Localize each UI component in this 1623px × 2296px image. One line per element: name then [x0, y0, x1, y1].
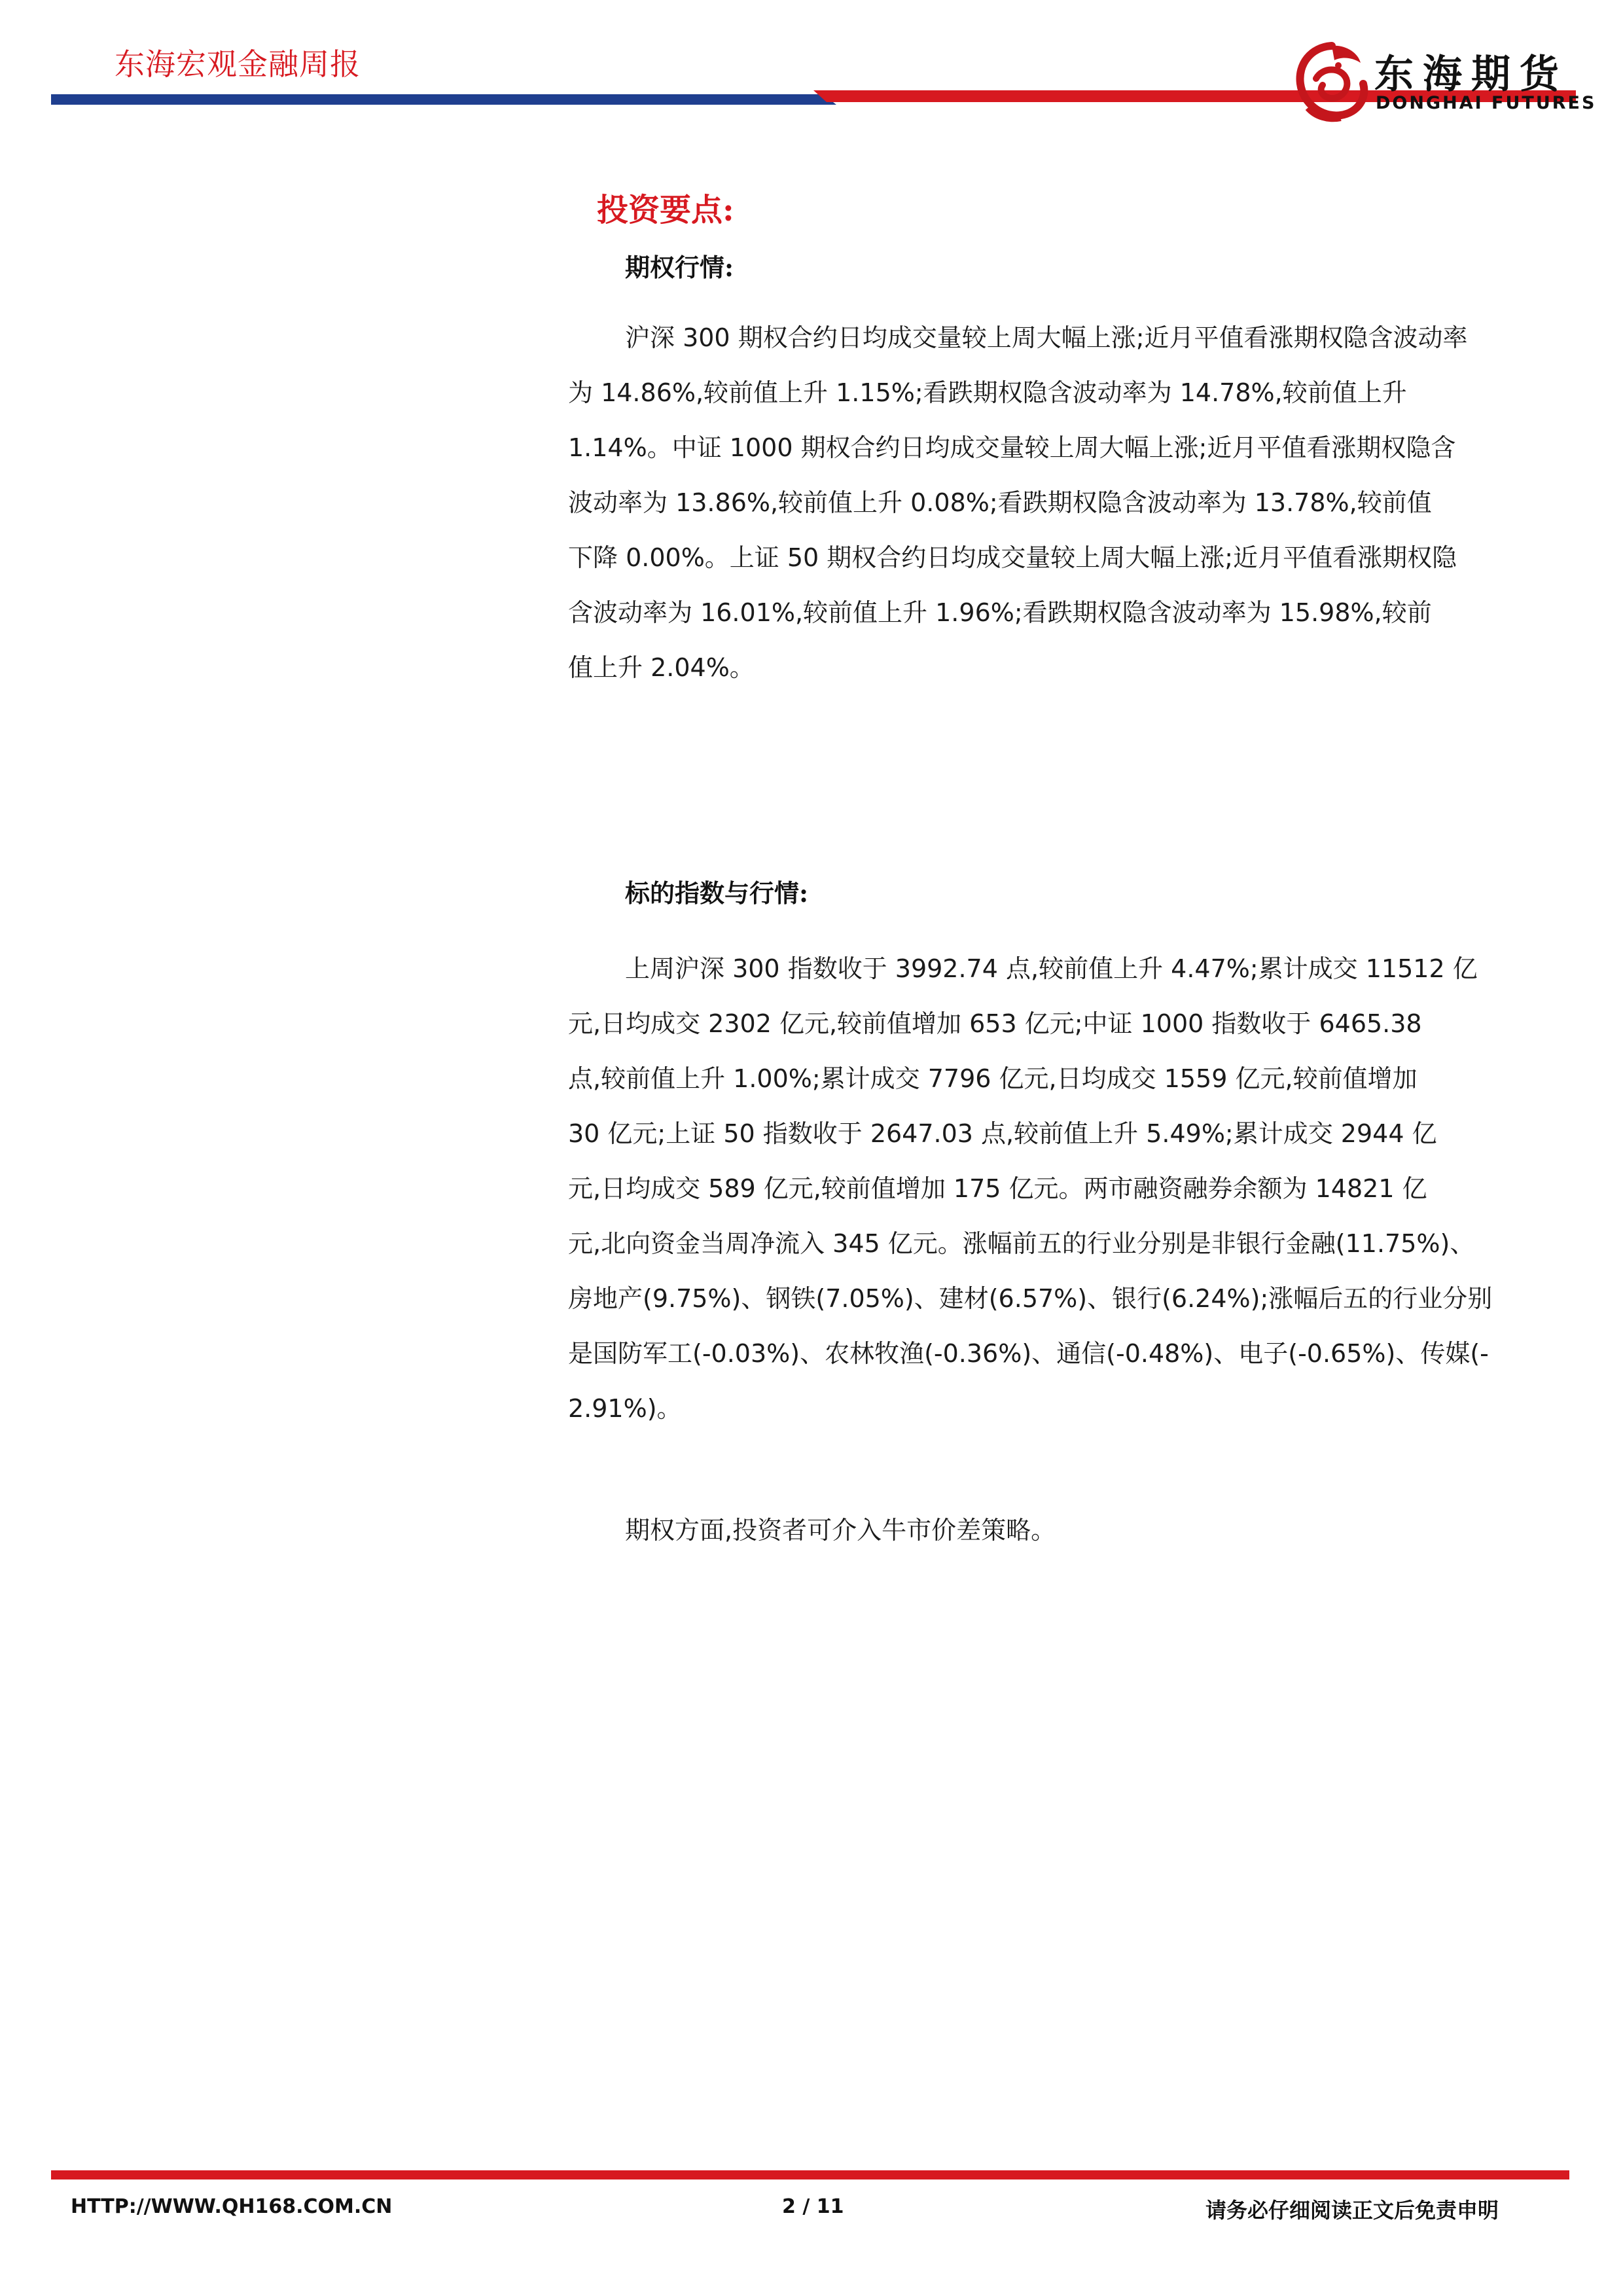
company-logo [1293, 41, 1597, 124]
paragraph-line: 2.91%)。 [568, 1394, 682, 1423]
paragraph-line: 1.14%。中证 1000 期权合约日均成交量较上周大幅上涨;近月平值看涨期权隐含 [568, 433, 1456, 462]
options-heading: 期权行情: [625, 253, 734, 282]
logo-chinese-name: 东海期货 [1374, 52, 1568, 98]
paragraph-line: 房地产(9.75%)、钢铁(7.05%)、建材(6.57%)、银行(6.24%);涨幅后五的行业分别 [568, 1284, 1493, 1313]
dragon-logo-icon [1293, 41, 1371, 124]
paragraph-line: 元,北向资金当周净流入 345 亿元。涨幅前五的行业分别是非银行金融(11.75%)、 [568, 1229, 1475, 1258]
logo-english-name: DONGHAI FUTURES [1376, 93, 1597, 113]
paragraph-line: 是国防军工(-0.03%)、农林牧渔(-0.36%)、通信(-0.48%)、电子(-0.65%)、传媒(- [568, 1339, 1489, 1368]
strategy-paragraph [568, 1503, 1563, 1558]
paragraph-line: 下降 0.00%。上证 50 期权合约日均成交量较上周大幅上涨;近月平值看涨期权隐 [568, 543, 1457, 572]
paragraph-line: 上周沪深 300 指数收于 3992.74 点,较前值上升 4.47%;累计成交 11512 亿 [625, 954, 1478, 983]
paragraph-line: 元,日均成交 589 亿元,较前值增加 175 亿元。两市融资融券余额为 14821 亿 [568, 1174, 1427, 1203]
paragraph-line: 波动率为 13.86%,较前值上升 0.08%;看跌期权隐含波动率为 13.78%,较前值 [568, 488, 1432, 517]
footer-website-link[interactable]: HTTP://WWW.QH168.COM.CN [71, 2195, 393, 2218]
paragraph-line: 值上升 2.04%。 [568, 653, 755, 682]
footer-disclaimer: 请务必仔细阅读正文后免责申明 [1205, 2198, 1499, 2223]
page-number: 2 / 11 [782, 2195, 844, 2218]
paragraph-line: 含波动率为 16.01%,较前值上升 1.96%;看跌期权隐含波动率为 15.98%,较前 [568, 598, 1432, 627]
index-heading: 标的指数与行情: [625, 878, 809, 908]
paragraph-line: 沪深 300 期权合约日均成交量较上周大幅上涨;近月平值看涨期权隐含波动率 [625, 323, 1468, 352]
paragraph-line: 点,较前值上升 1.00%;累计成交 7796 亿元,日均成交 1559 亿元,较前值增加 [568, 1064, 1418, 1093]
footer-divider [51, 2170, 1569, 2179]
paragraph-line: 元,日均成交 2302 亿元,较前值增加 653 亿元;中证 1000 指数收于 6465.38 [568, 1009, 1422, 1038]
section-heading: 投资要点: [597, 192, 734, 228]
paragraph-line: 为 14.86%,较前值上升 1.15%;看跌期权隐含波动率为 14.78%,较前值上升 [568, 378, 1407, 407]
index-paragraph [568, 941, 1563, 1436]
paragraph-line: 30 亿元;上证 50 指数收于 2647.03 点,较前值上升 5.49%;累计成交 2944 亿 [568, 1119, 1437, 1148]
options-paragraph [568, 310, 1563, 695]
report-title: 东海宏观金融周报 [115, 46, 361, 82]
paragraph-line: 期权方面,投资者可介入牛市价差策略。 [625, 1516, 1056, 1545]
